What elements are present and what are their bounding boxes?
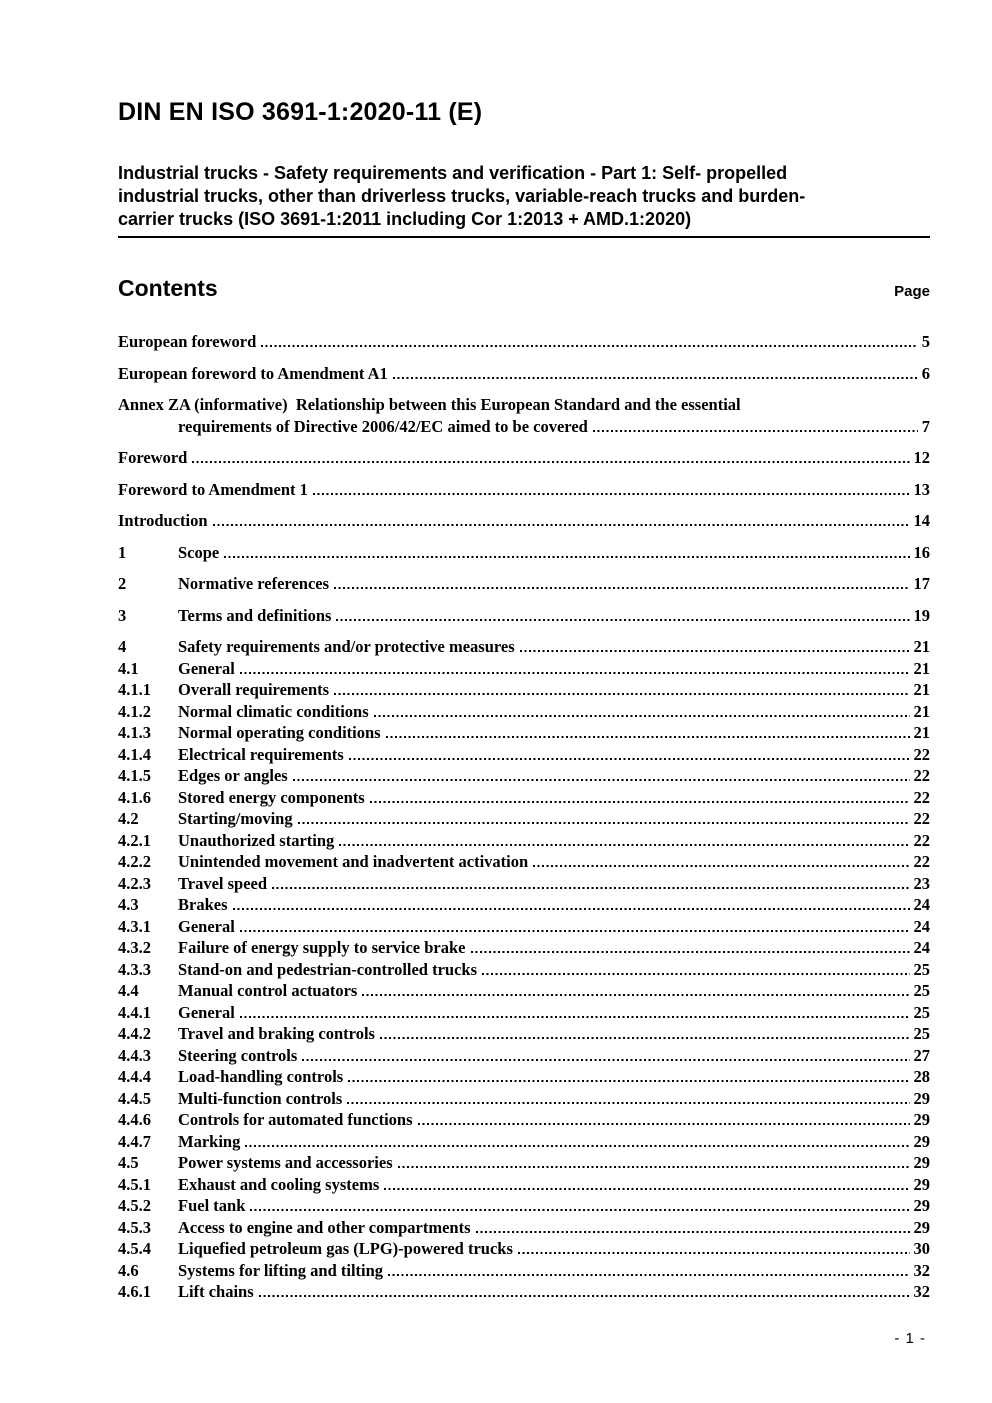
toc-entry-clause-number: 4.1.1 — [118, 680, 151, 699]
dot-leader — [298, 822, 910, 824]
toc-entry-page-number: 25 — [913, 1024, 930, 1043]
dot-leader — [520, 650, 910, 652]
toc-entry — [118, 1217, 930, 1239]
toc-entry-page-number: 23 — [913, 873, 930, 893]
toc-entry-clause-number: 4.5.2 — [118, 1196, 151, 1215]
toc-entry-clause-number: 2 — [118, 574, 127, 593]
toc-entry — [118, 363, 930, 385]
toc-entry-title: Travel and braking controls — [178, 1024, 375, 1043]
dot-leader — [482, 973, 909, 975]
toc-entry-page-number: 22 — [913, 766, 930, 785]
toc-entry-clause-number: 4.4.5 — [118, 1088, 151, 1108]
toc-entry-clause-number: 4.6 — [118, 1260, 139, 1280]
toc-entry-clause-number: 4.1.6 — [118, 787, 151, 807]
dot-leader — [471, 951, 910, 953]
dot-leader — [272, 887, 909, 889]
toc-entry — [118, 1088, 930, 1110]
toc-entry-clause-number: 4.4.6 — [118, 1110, 151, 1129]
dot-leader — [533, 865, 909, 867]
toc-entry-title: Normative references — [178, 574, 330, 593]
dot-leader — [293, 779, 910, 781]
toc-entry-title: Exhaust and cooling systems — [178, 1174, 380, 1194]
toc-entry-title: Introduction — [118, 511, 208, 530]
toc-entry-title: Stored energy components — [178, 787, 365, 807]
toc-entry-clause-number: 4.4.2 — [118, 1024, 151, 1043]
toc-entry-title: Marking — [178, 1131, 241, 1151]
toc-list — [118, 331, 930, 1303]
toc-entry-title: Edges or angles — [178, 766, 288, 785]
dot-leader — [418, 1123, 910, 1125]
toc-entry-clause-number: 4.5 — [118, 1153, 139, 1172]
toc-entry-page-number: 29 — [913, 1110, 930, 1129]
toc-entry-clause-number: 4.2 — [118, 809, 139, 828]
toc-entry — [118, 510, 930, 532]
toc-entry — [118, 765, 930, 787]
toc-entry — [118, 1066, 930, 1088]
toc-entry-title-line1: Annex ZA (informative) Relationship between this European Standard and the essential — [118, 395, 741, 414]
toc-entry — [118, 722, 930, 744]
toc-entry-title: Normal climatic conditions — [178, 701, 369, 721]
toc-entry-title: Unauthorized starting — [178, 830, 335, 850]
toc-entry-clause-number: 4.2.2 — [118, 852, 151, 871]
toc-entry — [118, 744, 930, 766]
dot-leader — [250, 1209, 909, 1211]
toc-entry-page-number: 21 — [913, 701, 930, 721]
toc-entry-clause-number: 4.1.4 — [118, 744, 151, 764]
dot-leader — [393, 377, 918, 379]
toc-entry-page-number: 22 — [913, 830, 930, 850]
toc-entry-title: Normal operating conditions — [178, 723, 381, 742]
toc-entry-title: Fuel tank — [178, 1196, 246, 1215]
dot-leader — [240, 1016, 910, 1018]
toc-entry-page-number: 29 — [913, 1174, 930, 1194]
toc-entry — [118, 1131, 930, 1153]
toc-entry — [118, 980, 930, 1002]
toc-entry-title: Unintended movement and inadvertent activation — [178, 852, 529, 871]
document-subtitle-line: carrier trucks (ISO 3691-1:2011 including Cor 1:2013 + AMD.1:2020) — [118, 209, 692, 229]
toc-entry-page-number: 21 — [913, 680, 930, 699]
document-subtitle-line: industrial trucks, other than driverless trucks, variable-reach trucks and burden- — [118, 186, 806, 206]
toc-entry-title: General — [178, 658, 235, 678]
toc-entry-page-number: 22 — [913, 809, 930, 828]
toc-entry-title: Access to engine and other compartments — [178, 1217, 471, 1237]
toc-entry-title: Controls for automated functions — [178, 1110, 413, 1129]
dot-leader — [370, 801, 910, 803]
toc-entry — [118, 787, 930, 809]
toc-entry-page-number: 25 — [913, 1002, 930, 1022]
toc-entry-clause-number: 4.3.3 — [118, 959, 151, 979]
toc-entry — [118, 1195, 930, 1217]
dot-leader — [380, 1037, 910, 1039]
toc-entry-title: Multi-function controls — [178, 1088, 343, 1108]
toc-entry — [118, 701, 930, 723]
dot-leader — [476, 1231, 910, 1233]
toc-entry-clause-number: 4.1.2 — [118, 701, 151, 721]
toc-entry — [118, 1281, 930, 1303]
toc-entry-clause-number: 4.3.2 — [118, 938, 151, 957]
dot-leader — [233, 908, 910, 910]
toc-entry — [118, 873, 930, 895]
toc-entry-title-continuation: requirements of Directive 2006/42/EC aimed to be covered — [178, 416, 588, 436]
toc-entry — [118, 959, 930, 981]
toc-entry-clause-number: 4.4.7 — [118, 1131, 151, 1151]
toc-entry-clause-number: 4.3 — [118, 895, 139, 914]
toc-entry-clause-number: 4.5.3 — [118, 1217, 151, 1237]
toc-entry — [118, 331, 930, 353]
toc-entry-page-number: 24 — [913, 938, 930, 957]
dot-leader — [336, 619, 909, 621]
toc-entry-page-number: 32 — [913, 1282, 930, 1301]
toc-entry — [118, 447, 930, 469]
dot-leader — [302, 1059, 909, 1061]
toc-entry-clause-number: 4.6.1 — [118, 1282, 151, 1301]
toc-entry-page-number: 21 — [913, 723, 930, 742]
dot-leader — [334, 693, 909, 695]
toc-entry — [118, 479, 930, 501]
toc-entry-clause-number: 4.4.1 — [118, 1002, 151, 1022]
toc-entry — [118, 679, 930, 701]
toc-entry-title: Electrical requirements — [178, 744, 344, 764]
toc-entry-page-number: 7 — [921, 416, 930, 436]
toc-entry-clause-number: 4.5.4 — [118, 1239, 151, 1258]
toc-entry — [118, 1260, 930, 1282]
toc-entry-title: Systems for lifting and tilting — [178, 1260, 384, 1280]
toc-entry-page-number: 29 — [913, 1153, 930, 1172]
toc-entry-clause-number: 4.4.3 — [118, 1045, 151, 1065]
toc-entry-title: Power systems and accessories — [178, 1153, 393, 1172]
toc-entry-clause-number: 4.2.1 — [118, 830, 151, 850]
dot-leader — [192, 461, 909, 463]
toc-entry-title: General — [178, 916, 235, 936]
toc-entry-clause-number: 3 — [118, 605, 127, 625]
toc-entry — [118, 851, 930, 873]
dot-leader — [398, 1166, 910, 1168]
dot-leader — [518, 1252, 910, 1254]
toc-entry-page-number: 21 — [913, 658, 930, 678]
dot-leader — [386, 736, 910, 738]
toc-entry-page-number: 19 — [913, 605, 930, 625]
toc-entry-page-number: 24 — [913, 916, 930, 936]
toc-entry-page-number: 29 — [913, 1196, 930, 1215]
toc-entry-page-number: 17 — [913, 574, 930, 593]
toc-entry-clause-number: 4.1.5 — [118, 766, 151, 785]
toc-entry-clause-number: 4.2.3 — [118, 873, 151, 893]
toc-entry — [118, 542, 930, 564]
toc-entry-page-number: 12 — [913, 448, 930, 467]
toc-entry-clause-number: 4.1.3 — [118, 723, 151, 742]
toc-entry — [118, 937, 930, 959]
toc-entry-clause-number: 1 — [118, 542, 127, 562]
dot-leader — [240, 930, 910, 932]
toc-entry-page-number: 28 — [913, 1067, 930, 1086]
toc-entry-title: Terms and definitions — [178, 605, 332, 625]
toc-entry — [118, 1002, 930, 1024]
toc-entry-page-number: 13 — [913, 479, 930, 499]
toc-entry-title: Starting/moving — [178, 809, 293, 828]
toc-entry-title: European foreword — [118, 332, 257, 351]
toc-entry-clause-number: 4.4 — [118, 981, 139, 1000]
toc-entry-title-line2-row — [118, 416, 930, 438]
toc-entry-title: General — [178, 1002, 235, 1022]
toc-entry-page-number: 22 — [913, 852, 930, 871]
toc-entry-page-number: 22 — [913, 787, 930, 807]
dot-leader — [259, 1295, 910, 1297]
dot-leader — [348, 1080, 909, 1082]
toc-entry-title: Lift chains — [178, 1282, 254, 1301]
toc-entry — [118, 1238, 930, 1260]
toc-entry-title: Overall requirements — [178, 680, 330, 699]
toc-entry-title: Steering controls — [178, 1045, 298, 1065]
toc-entry — [118, 636, 930, 658]
dot-leader — [347, 1102, 909, 1104]
footer-page-number: - 1 - — [894, 1330, 926, 1347]
dot-leader — [240, 672, 910, 674]
toc-entry-page-number: 6 — [921, 363, 930, 383]
toc-entry — [118, 808, 930, 830]
toc-entry-title: Load-handling controls — [178, 1067, 344, 1086]
dot-leader — [388, 1274, 909, 1276]
toc-entry-title: Failure of energy supply to service brake — [178, 938, 466, 957]
toc-entry-page-number: 16 — [913, 542, 930, 562]
toc-entry-title: Brakes — [178, 895, 228, 914]
toc-entry — [118, 1045, 930, 1067]
dot-leader — [334, 587, 909, 589]
dot-leader — [313, 493, 910, 495]
toc-entry-title: Manual control actuators — [178, 981, 358, 1000]
toc-entry-title: Travel speed — [178, 873, 268, 893]
toc-entry-title: Scope — [178, 542, 220, 562]
toc-entry-title: Liquefied petroleum gas (LPG)-powered trucks — [178, 1239, 513, 1258]
toc-entry-page-number: 30 — [913, 1239, 930, 1258]
toc-entry-clause-number: 4.1 — [118, 658, 139, 678]
toc-entry — [118, 605, 930, 627]
toc-entry — [118, 916, 930, 938]
dot-leader — [245, 1145, 909, 1147]
toc-entry-page-number: 29 — [913, 1131, 930, 1151]
toc-entry — [118, 394, 930, 437]
toc-entry-page-number: 25 — [913, 959, 930, 979]
toc-entry-clause-number: 4.5.1 — [118, 1174, 151, 1194]
toc-entry — [118, 830, 930, 852]
contents-heading: Contents — [118, 275, 218, 301]
dot-leader — [384, 1188, 909, 1190]
toc-entry — [118, 573, 930, 595]
toc-entry-title: Stand-on and pedestrian-controlled trucks — [178, 959, 478, 979]
dot-leader — [374, 715, 910, 717]
toc-entry — [118, 1152, 930, 1174]
toc-entry — [118, 1023, 930, 1045]
toc-entry-title: Foreword — [118, 448, 188, 467]
toc-entry-page-number: 29 — [913, 1088, 930, 1108]
toc-entry-title: Safety requirements and/or protective measures — [178, 637, 515, 656]
toc-entry-page-number: 22 — [913, 744, 930, 764]
document-subtitle-line: Industrial trucks - Safety requirements and verification - Part 1: Self- propelled — [118, 163, 788, 183]
toc-entry-page-number: 14 — [913, 511, 930, 530]
dot-leader — [339, 844, 909, 846]
toc-entry-page-number: 29 — [913, 1217, 930, 1237]
dot-leader — [261, 345, 917, 347]
dot-leader — [224, 556, 909, 558]
toc-entry-clause-number: 4.3.1 — [118, 916, 151, 936]
toc-entry-title: Foreword to Amendment 1 — [118, 479, 308, 499]
toc-entry — [118, 658, 930, 680]
toc-entry-page-number: 5 — [921, 332, 930, 351]
toc-entry — [118, 1174, 930, 1196]
toc-entry-clause-number: 4.4.4 — [118, 1067, 151, 1086]
document-subtitle — [118, 162, 930, 238]
toc-entry-page-number: 32 — [913, 1260, 930, 1280]
toc-entry-page-number: 21 — [913, 637, 930, 656]
toc-entry — [118, 894, 930, 916]
dot-leader — [213, 524, 910, 526]
toc-entry — [118, 1109, 930, 1131]
dot-leader — [349, 758, 910, 760]
document-code-title: DIN EN ISO 3691-1:2020-11 (E) — [118, 98, 483, 126]
toc-entry-page-number: 27 — [913, 1045, 930, 1065]
toc-entry-page-number: 24 — [913, 895, 930, 914]
dot-leader — [593, 430, 918, 432]
toc-entry-page-number: 25 — [913, 981, 930, 1000]
page-column-label: Page — [894, 283, 930, 300]
dot-leader — [362, 994, 909, 996]
toc-entry-clause-number: 4 — [118, 637, 127, 656]
toc-entry-title: European foreword to Amendment A1 — [118, 363, 388, 383]
contents-header-row — [118, 275, 930, 301]
